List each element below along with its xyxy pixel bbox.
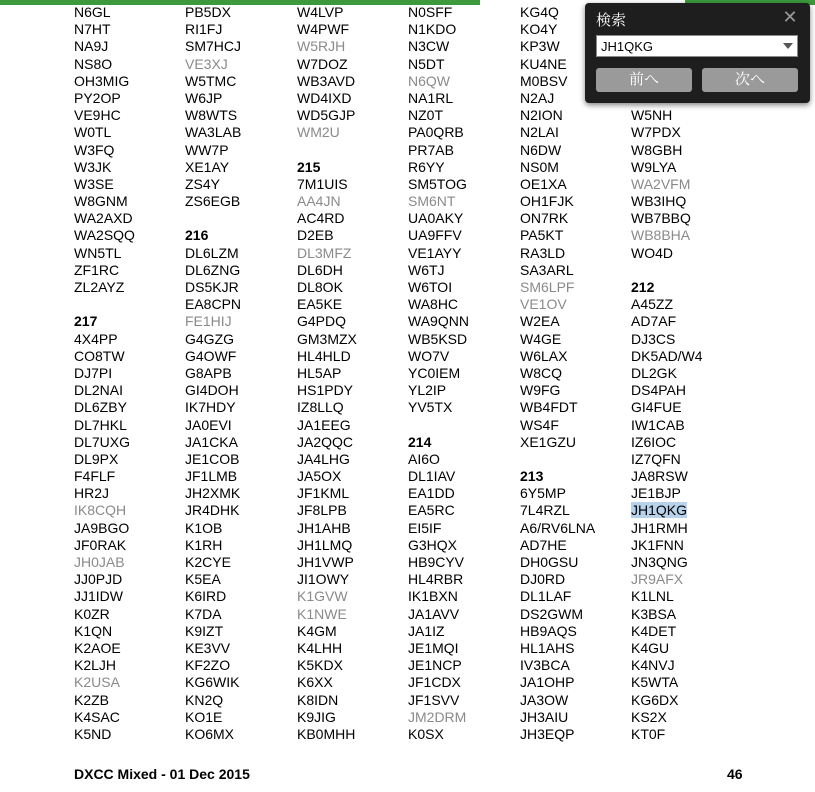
callsign-entry: G4GZG [185,330,235,347]
callsign-entry: DK5AD/W4 [631,347,703,364]
callsign-entry: W5NH [631,107,673,124]
callsign-entry: JA1CKA [185,433,238,450]
callsign-entry: KE3VV [185,639,231,656]
callsign-entry: W3SE [74,175,114,192]
callsign-entry: 7L4RZL [520,502,570,519]
callsign-entry: HL1AHS [520,639,575,656]
section-heading: 213 [520,468,544,485]
callsign-entry: PY2OP [74,89,121,106]
callsign-entry: D2EB [297,227,334,244]
callsign-entry: K2CYE [185,554,231,570]
callsign-entry: JA2QQC [297,433,354,450]
page-number: 46 [727,766,743,782]
callsign-entry: JE1MQI [408,639,459,656]
callsign-entry: W6JP [185,89,223,106]
callsign-entry: DL9PX [74,450,119,467]
callsign-entry: WA2AXD [74,210,133,227]
callsign-entry: SM5TOG [408,175,467,192]
callsign-entry: JF0RAK [74,536,127,553]
blank-row [297,142,407,159]
callsign-entry: N6DW [520,141,562,158]
callsign-entry: KF2ZO [185,657,231,674]
callsign-entry: DL8OK [297,279,343,295]
callsign-entry: K9IZT [185,622,224,639]
callsign-entry: JF8LPB [297,502,347,519]
callsign-entry: N0SFF [408,4,453,20]
callsign-entry: K5WTA [631,674,679,691]
callsign-entry: IZ7QFN [631,450,681,467]
callsign-entry: KG6WIK [185,674,240,691]
callsign-entry: K2LJH [74,657,117,674]
callsign-entry: DL2NAI [74,382,124,399]
callsign-entry: K5KDX [297,657,343,674]
callsign-entry: G3HQX [408,536,458,553]
callsign-entry: DL6LZM [185,244,239,261]
callsign-entry: WB8BHA [631,227,691,244]
callsign-entry: DJ3CS [631,330,676,347]
callsign-entry: IW1CAB [631,416,685,433]
callsign-entry: KG6DX [631,691,679,708]
callsign-entry: JA8RSW [631,468,688,485]
blank-row [631,262,741,279]
callsign-entry: W4PWF [297,21,350,38]
search-field [596,35,798,57]
callsign-entry: HB9AQS [520,622,577,639]
callsign-entry: K2USA [74,674,120,691]
callsign-entry: ZF1RC [74,261,120,278]
callsign-entry: OH1FJK [520,193,574,210]
callsign-entry: K1QN [74,622,113,639]
callsign-entry: AC4RD [297,210,345,227]
blank-row [408,417,518,434]
callsign-entry: JA1OHP [520,674,575,691]
callsign-entry: K4GU [631,639,670,656]
callsign-entry: IZ6IOC [631,433,677,450]
callsign-entry: K1OB [185,519,223,536]
callsign-entry: W6LAX [520,347,568,364]
callsign-entry: WO7V [408,347,450,364]
callsign-entry: KO4Y [520,21,558,38]
callsign-entry: DJ7PI [74,364,113,381]
callsign-entry: N2LAI [520,124,559,141]
callsign-entry: SA3ARL [520,261,574,278]
callsign-entry: A6/RV6LNA [520,519,596,536]
callsign-entry: JF1CDX [408,674,461,691]
callsign-entry: WA3LAB [185,124,242,141]
callsign-entry: DH0GSU [520,554,579,570]
callsign-entry: WM2U [297,124,340,141]
callsign-entry: JF1LMB [185,468,238,485]
callsign-entry: W6TJ [408,261,445,278]
callsign-entry: KU4NE [520,55,567,72]
callsign-entry: K1GVW [297,588,348,605]
callsign-entry: AD7HE [520,536,567,553]
callsign-entry: JH3EQP [520,725,575,742]
callsign-entry: YV5TX [408,399,453,416]
callsign-entry: DL6ZBY [74,399,127,416]
callsign-entry: JE1NCP [408,657,462,674]
callsign-entry: EA5KE [297,296,343,313]
callsign-column-6 [631,4,741,743]
callsign-entry: DL2GK [631,364,677,381]
callsign-entry: K2ZB [74,691,110,708]
callsign-entry: JE1COB [185,450,240,467]
callsign-entry: WB4FDT [520,399,578,416]
callsign-entry: R6YY [408,158,445,175]
callsign-entry: W8GNM [74,193,128,210]
blank-row [74,296,184,313]
callsign-entry: K1LNL [631,588,674,605]
callsign-entry: K2AOE [74,639,121,656]
callsign-entry: JH1AHB [297,519,351,536]
callsign-entry: JA3OW [520,691,569,708]
callsign-entry: JM2DRM [408,708,467,725]
callsign-entry: JA1AVV [408,605,460,622]
callsign-entry: NS0M [520,158,559,175]
callsign-entry: OE1XA [520,175,567,192]
callsign-entry: G4PDQ [297,313,347,330]
callsign-entry: IK1BXN [408,588,458,605]
callsign-entry: YC0IEM [408,364,461,381]
callsign-entry: JA0EVI [185,416,232,433]
callsign-column-1 [74,4,184,743]
callsign-entry: N7HT [74,21,111,38]
callsign-entry: DS4PAH [631,382,686,399]
callsign-entry: K6XX [297,674,333,691]
callsign-entry: WS4F [520,416,559,433]
callsign-entry: HL5AP [297,364,342,381]
callsign-column-2 [185,4,295,743]
callsign-entry: JR4DHK [185,502,240,519]
callsign-entry: K4GM [297,622,337,639]
search-title: 検索 [596,12,627,29]
callsign-entry: DL7UXG [74,433,131,450]
callsign-entry: VE1AYY [408,244,462,261]
callsign-entry: XE1AY [185,158,230,175]
callsign-entry: AA4JN [297,193,341,210]
callsign-entry: VE3XJ [185,55,228,72]
callsign-entry: K5ND [74,725,112,742]
callsign-entry: NS8O [74,55,113,72]
callsign-entry: N6QW [408,72,450,89]
callsign-entry: JJ1IDW [74,588,123,605]
callsign-entry: HB9CYV [408,554,465,570]
callsign-entry: K4NVJ [631,657,675,674]
callsign-entry: HL4HLD [297,347,351,364]
callsign-entry: IK7HDY [185,399,236,416]
callsign-entry: KP3W [520,38,560,55]
callsign-entry: PA5KT [520,227,564,244]
callsign-entry: XE1GZU [520,433,577,450]
chevron-down-icon[interactable] [779,36,797,56]
callsign-entry: ZL2AYZ [74,279,125,295]
callsign-entry: K9JIG [297,708,336,725]
footer-title: DXCC Mixed - 01 Dec 2015 [74,766,250,782]
callsign-entry: W3FQ [74,141,115,158]
callsign-entry: HL4RBR [408,571,464,588]
callsign-entry: DS2GWM [520,605,583,622]
section-heading: 214 [408,433,432,450]
callsign-entry: IZ8LLQ [297,399,344,416]
callsign-entry: W4GE [520,330,562,347]
callsign-entry: JA1IZ [408,622,445,639]
callsign-entry: ZS4Y [185,175,221,192]
callsign-entry: NZ0T [408,107,443,124]
callsign-entry: N6GL [74,4,111,20]
callsign-entry: W3JK [74,158,112,175]
callsign-entry: M0BSV [520,72,568,89]
callsign-entry: K1RH [185,536,223,553]
callsign-entry: K6IRD [185,588,227,605]
callsign-entry: K3BSA [631,605,677,622]
callsign-entry: NA1RL [408,89,454,106]
callsign-column-5 [520,4,630,743]
callsign-entry: WB7BBQ [631,210,691,227]
callsign-entry: K7DA [185,605,222,622]
callsign-entry: JE1BJP [631,485,681,502]
callsign-entry: N5DT [408,55,445,72]
callsign-entry: K0ZR [74,605,110,622]
callsign-entry: WN5TL [74,244,122,261]
callsign-entry: WA2SQQ [74,227,135,244]
previous-result-button[interactable]: 前へ [596,68,692,92]
callsign-entry: 6Y5MP [520,485,566,502]
callsign-entry: W8WTS [185,107,238,124]
callsign-entry: K1NWE [297,605,347,622]
callsign-entry: WD4IXD [297,89,352,106]
callsign-entry: ON7RK [520,210,569,227]
callsign-entry: JH0JAB [74,554,125,570]
section-heading: 216 [185,227,209,244]
callsign-entry: DL6ZNG [185,261,241,278]
next-result-button[interactable]: 次へ [702,68,798,92]
callsign-entry: KO6MX [185,725,235,742]
callsign-entry: K0SX [408,725,444,742]
callsign-entry: W6TOI [408,279,453,295]
callsign-entry: WA8HC [408,296,459,313]
callsign-entry: 7M1UIS [297,175,348,192]
callsign-entry: KO1E [185,708,223,725]
callsign-entry: JA5OX [297,468,342,485]
callsign-entry: JJ0PJD [74,571,123,588]
callsign-entry: KS2X [631,708,667,725]
callsign-entry: KG4Q [520,4,559,20]
callsign-entry: DS5KJR [185,279,239,295]
callsign-entry: W4LVP [297,4,344,20]
callsign-entry: JR9AFX [631,571,684,588]
callsign-entry: WB5KSD [408,330,468,347]
callsign-entry: ZS6EGB [185,193,241,210]
callsign-entry: WD5GJP [297,107,356,124]
search-panel [585,3,810,103]
callsign-entry: KT0F [631,725,666,742]
callsign-entry: JH1VWP [297,554,354,570]
callsign-entry: EI5IF [408,519,442,536]
callsign-entry: OH3MIG [74,72,130,89]
callsign-entry: JH3AIU [520,708,569,725]
callsign-entry: SM6NT [408,193,456,210]
blank-row [520,451,630,468]
callsign-entry: K4SAC [74,708,120,725]
callsign-entry: DL1LAF [520,588,572,605]
callsign-entry: JH2XMK [185,485,241,502]
callsign-entry: N3CW [408,38,450,55]
callsign-entry: WW7P [185,141,229,158]
callsign-entry: W9LYA [631,158,677,175]
callsign-entry: GI4FUE [631,399,682,416]
callsign-column-3 [297,4,407,743]
callsign-entry: RA3LD [520,244,566,261]
callsign-entry: HS1PDY [297,382,354,399]
callsign-entry: 4X4PP [74,330,118,347]
callsign-entry: JH1LMQ [297,536,353,553]
callsign-entry: IK8CQH [74,502,127,519]
callsign-entry: W2EA [520,313,560,330]
callsign-entry: EA1DD [408,485,455,502]
callsign-entry: JK1FNN [631,536,684,553]
callsign-entry: GM3MZX [297,330,357,347]
callsign-entry: JA9BGO [74,519,130,536]
callsign-entry: W8GBH [631,141,683,158]
callsign-entry: F4FLF [74,468,116,485]
search-match-highlight: JH1QKG [631,502,688,519]
callsign-entry: PB5DX [185,4,231,20]
callsign-entry: W0TL [74,124,112,141]
callsign-entry: K4DET [631,622,677,639]
callsign-entry: AI6O [408,450,440,467]
callsign-entry: PA0QRB [408,124,464,141]
callsign-entry: NA9J [74,38,109,55]
callsign-entry: UA0AKY [408,210,464,227]
callsign-entry: K8IDN [297,691,339,708]
callsign-entry: JA1EEG [297,416,351,433]
callsign-entry: DL7HKL [74,416,127,433]
section-heading: 217 [74,313,98,330]
callsign-entry: K4LHH [297,639,343,656]
callsign-entry: JA4LHG [297,450,350,467]
callsign-entry: JF1SVV [408,691,460,708]
callsign-entry: EA5RC [408,502,455,519]
section-heading: 215 [297,158,321,175]
search-input[interactable] [597,36,777,56]
section-heading: 212 [631,279,655,295]
callsign-entry: UA9FFV [408,227,462,244]
callsign-entry: KN2Q [185,691,224,708]
callsign-entry: HR2J [74,485,110,502]
callsign-entry: W8CQ [520,364,562,381]
close-icon[interactable]: ✕ [782,7,798,27]
callsign-entry: G8APB [185,364,232,381]
callsign-entry: FE1HIJ [185,313,232,330]
callsign-entry: PR7AB [408,141,454,158]
callsign-entry: N1KDO [408,21,457,38]
callsign-entry: DJ0RD [520,571,566,588]
callsign-entry: WB3AVD [297,72,356,89]
callsign-entry: G4OWF [185,347,237,364]
callsign-entry: W5RJH [297,38,346,55]
blank-row [185,210,295,227]
callsign-entry: IV3BCA [520,657,570,674]
callsign-entry: JH1RMH [631,519,688,536]
callsign-entry: WA9QNN [408,313,469,330]
callsign-entry: W7DOZ [297,55,348,72]
callsign-entry: K5EA [185,571,221,588]
callsign-entry: SM7HCJ [185,38,242,55]
callsign-entry: W9FG [520,382,561,399]
callsign-entry: WB3IHQ [631,193,687,210]
callsign-entry: EA8CPN [185,296,242,313]
callsign-entry: N2AJ [520,89,555,106]
callsign-entry: W7PDX [631,124,681,141]
callsign-entry: JF1KML [297,485,350,502]
callsign-entry: YL2IP [408,382,447,399]
callsign-entry: KB0MHH [297,725,356,742]
callsign-entry: VE9HC [74,107,121,124]
callsign-entry: DL1IAV [408,468,456,485]
callsign-entry: DL3MFZ [297,244,352,261]
callsign-entry: W5TMC [185,72,237,89]
callsign-entry: N2ION [520,107,563,124]
callsign-entry: GI4DOH [185,382,239,399]
callsign-entry: DL6DH [297,261,343,278]
callsign-entry: JN3QNG [631,554,688,570]
callsign-entry [631,502,741,519]
callsign-column-4 [408,4,518,743]
callsign-entry: A45ZZ [631,296,674,313]
callsign-entry: RI1FJ [185,21,223,38]
callsign-entry: JI1OWY [297,571,350,588]
callsign-entry: VE1OV [520,296,567,313]
callsign-entry: AD7AF [631,313,677,330]
callsign-entry: WA2VFM [631,175,691,192]
callsign-entry: CO8TW [74,347,125,364]
callsign-entry: WO4D [631,244,673,261]
callsign-entry: SM6LPF [520,279,575,295]
